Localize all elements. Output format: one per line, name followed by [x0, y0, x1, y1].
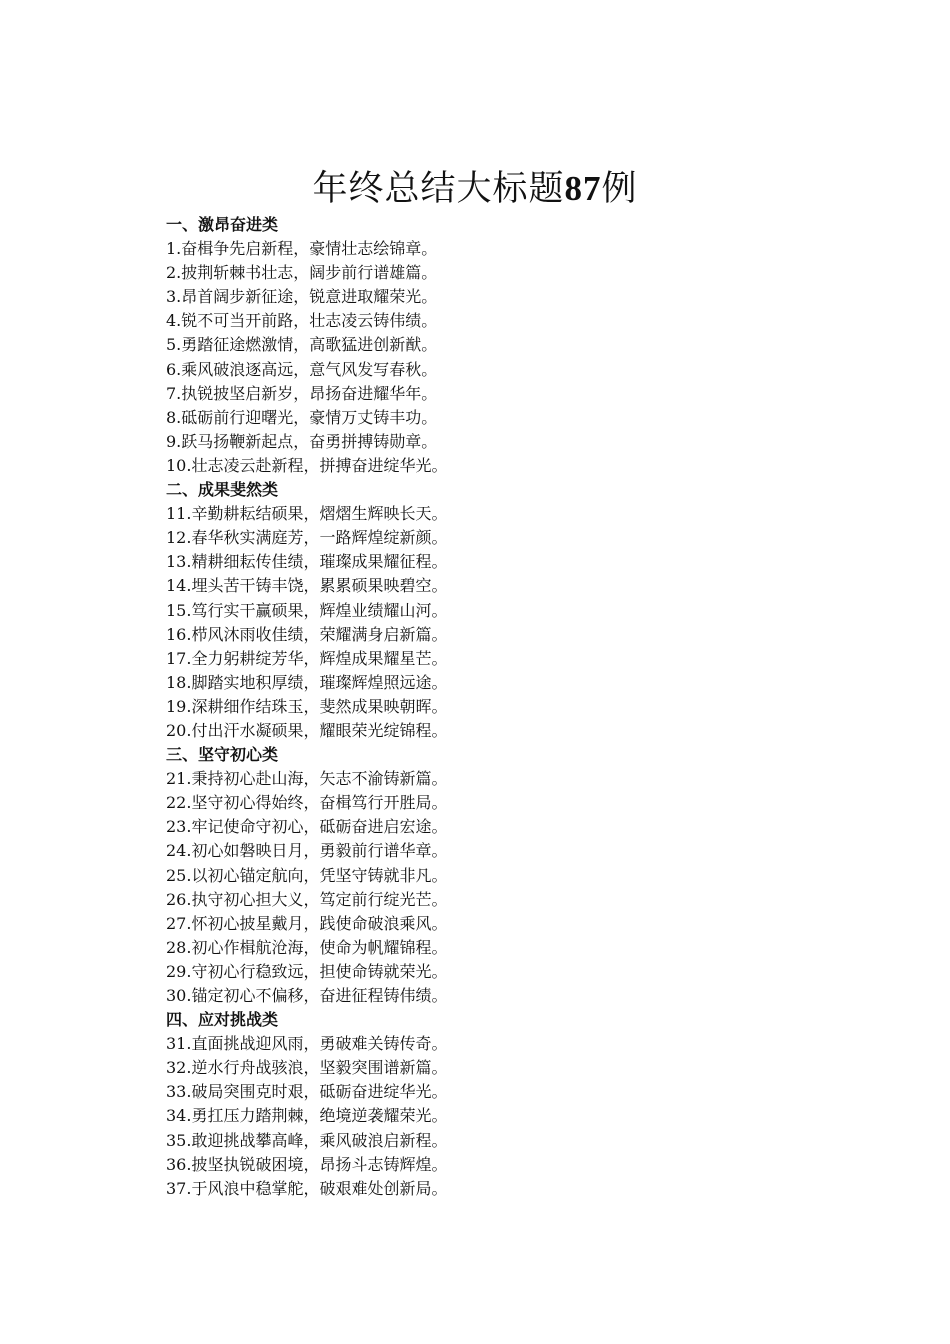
list-item: 14.埋头苦干铸丰饶，累累硕果映碧空。	[166, 576, 448, 596]
list-item: 33.破局突围克时艰，砥砺奋进绽华光。	[166, 1082, 448, 1102]
list-item: 27.怀初心披星戴月，践使命破浪乘风。	[166, 913, 448, 933]
list-item: 1.奋楫争先启新程，豪情壮志绘锦章。	[166, 239, 438, 259]
list-item: 21.秉持初心赴山海，矢志不渝铸新篇。	[166, 769, 448, 789]
list-item: 16.栉风沐雨收佳绩，荣耀满身启新篇。	[166, 624, 448, 644]
title-suffix: 例	[601, 169, 638, 209]
list-item: 9.跃马扬鞭新起点，奋勇拼搏铸勋章。	[166, 431, 438, 451]
list-item: 2.披荆斩棘书壮志，阔步前行谱雄篇。	[166, 263, 438, 283]
list-item: 7.执锐披坚启新岁，昂扬奋进耀华年。	[166, 383, 438, 403]
page-title	[0, 164, 950, 214]
list-item: 20.付出汗水凝硕果，耀眼荣光绽锦程。	[166, 720, 448, 740]
list-item: 5.勇踏征途燃激情，高歌猛进创新猷。	[166, 335, 438, 355]
list-item: 36.披坚执锐破困境，昂扬斗志铸辉煌。	[166, 1154, 448, 1174]
list-item: 13.精耕细耘传佳绩，璀璨成果耀征程。	[166, 552, 448, 572]
list-item: 32.逆水行舟战骇浪，坚毅突围谱新篇。	[166, 1058, 448, 1078]
title-number: 87	[564, 169, 602, 208]
list-item: 29.守初心行稳致远，担使命铸就荣光。	[166, 961, 448, 981]
list-item: 4.锐不可当开前路，壮志凌云铸伟绩。	[166, 311, 438, 331]
title-main: 年终总结大标题	[312, 169, 565, 209]
list-item: 18.脚踏实地积厚绩，璀璨辉煌照远途。	[166, 672, 448, 692]
list-item: 10.壮志凌云赴新程，拼搏奋进绽华光。	[166, 455, 448, 475]
list-item: 26.执守初心担大义，笃定前行绽光芒。	[166, 889, 448, 909]
list-item: 11.辛勤耕耘结硕果，熠熠生辉映长天。	[166, 504, 448, 524]
list-item: 28.初心作楫航沧海，使命为帆耀锦程。	[166, 937, 448, 957]
list-item: 34.勇扛压力踏荆棘，绝境逆袭耀荣光。	[166, 1106, 448, 1126]
section-heading: 二、成果斐然类	[166, 480, 279, 500]
list-item: 37.于风浪中稳掌舵，破艰难处创新局。	[166, 1178, 448, 1198]
section-heading: 一、激昂奋进类	[166, 215, 279, 234]
list-item: 19.深耕细作结珠玉，斐然成果映朝晖。	[166, 696, 448, 716]
list-item: 17.全力躬耕绽芳华，辉煌成果耀星芒。	[166, 648, 448, 668]
document-body	[166, 213, 866, 1201]
list-item: 12.春华秋实满庭芳，一路辉煌绽新颜。	[166, 528, 448, 548]
section-heading: 四、应对挑战类	[166, 1010, 279, 1030]
list-item: 35.敢迎挑战攀高峰，乘风破浪启新程。	[166, 1130, 448, 1150]
section-heading: 三、坚守初心类	[166, 745, 279, 765]
list-item: 25.以初心锚定航向，凭坚守铸就非凡。	[166, 865, 448, 885]
list-item: 3.昂首阔步新征途，锐意进取耀荣光。	[166, 287, 438, 307]
list-item: 8.砥砺前行迎曙光，豪情万丈铸丰功。	[166, 407, 438, 427]
list-item: 24.初心如磐映日月，勇毅前行谱华章。	[166, 841, 448, 861]
list-item: 6.乘风破浪逐高远，意气风发写春秋。	[166, 359, 438, 379]
list-item: 23.牢记使命守初心，砥砺奋进启宏途。	[166, 817, 448, 837]
list-item: 30.锚定初心不偏移，奋进征程铸伟绩。	[166, 986, 448, 1005]
list-item: 22.坚守初心得始终，奋楫笃行开胜局。	[166, 793, 448, 813]
list-item: 15.笃行实干赢硕果，辉煌业绩耀山河。	[166, 600, 448, 620]
list-item: 31.直面挑战迎风雨，勇破难关铸传奇。	[166, 1034, 448, 1054]
